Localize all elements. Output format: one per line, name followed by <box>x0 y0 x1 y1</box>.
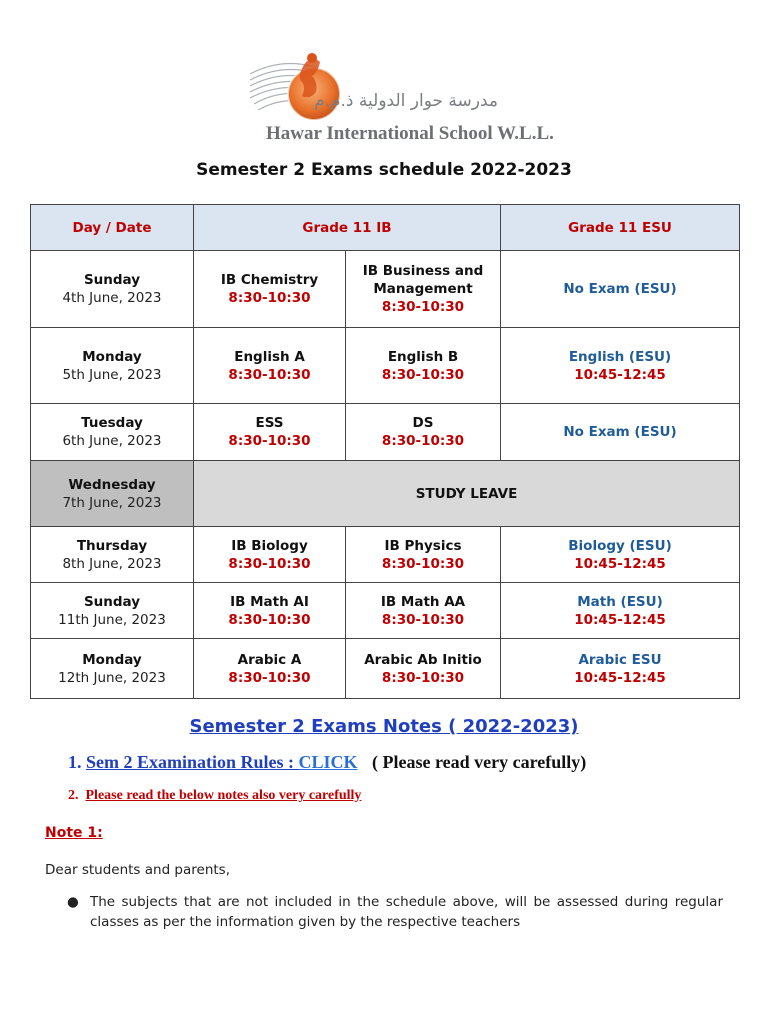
click-link[interactable]: CLICK <box>298 752 358 772</box>
exam-subject: ESS <box>255 415 284 431</box>
day-cell <box>31 461 194 527</box>
rule-1 <box>68 752 586 773</box>
exam-subject: Arabic Ab Initio <box>364 651 482 668</box>
exam-time: 8:30-10:30 <box>381 299 465 315</box>
table-row-study-leave <box>31 461 740 527</box>
date-label: 11th June, 2023 <box>58 611 166 628</box>
date-label: 7th June, 2023 <box>62 494 162 511</box>
esu-subject: No Exam (ESU) <box>563 424 677 440</box>
rule-2-number: 2. <box>68 788 79 803</box>
esu-exam-cell <box>501 639 740 699</box>
table-row <box>31 583 740 639</box>
esu-subject: English (ESU) <box>568 348 672 365</box>
exam-time: 8:30-10:30 <box>228 669 311 686</box>
day-label: Tuesday <box>81 415 143 431</box>
day-cell <box>31 639 194 699</box>
exam-subject: IB Biology <box>231 537 308 554</box>
ib-exam-cell <box>346 583 501 639</box>
esu-subject: Math (ESU) <box>577 593 663 610</box>
study-leave-cell: STUDY LEAVE <box>194 461 740 527</box>
day-label: Sunday <box>83 272 141 288</box>
exam-time: 8:30-10:30 <box>228 611 311 628</box>
exam-subject: IB Chemistry <box>220 272 319 288</box>
rule-2-text: Please read the below notes also very carefully <box>85 788 362 803</box>
esu-subject: Arabic ESU <box>578 651 662 668</box>
esu-exam-cell <box>501 583 740 639</box>
table-row <box>31 527 740 583</box>
ib-exam-cell <box>194 527 346 583</box>
ib-exam-cell <box>194 251 346 328</box>
esu-time: 10:45-12:45 <box>574 366 666 383</box>
esu-subject: No Exam (ESU) <box>563 281 677 297</box>
exam-time: 8:30-10:30 <box>228 555 311 572</box>
table-header-row <box>31 205 740 251</box>
exam-time: 8:30-10:30 <box>381 366 465 383</box>
greeting-text: Dear students and parents, <box>45 862 231 878</box>
exam-time: 8:30-10:30 <box>228 290 311 306</box>
esu-time: 10:45-12:45 <box>574 555 666 572</box>
exam-time: 8:30-10:30 <box>228 366 311 383</box>
day-label: Monday <box>82 651 142 668</box>
page-title: Semester 2 Exams schedule 2022-2023 <box>196 160 572 180</box>
day-cell <box>31 404 194 461</box>
bullet-text: The subjects that are not included in the schedule above, will be assessed during regular classes as per the information given by the respective teachers <box>90 894 723 930</box>
day-label: Sunday <box>83 593 141 610</box>
header-grade-11-ib: Grade 11 IB <box>194 205 501 251</box>
table-row <box>31 328 740 404</box>
date-label: 4th June, 2023 <box>62 290 162 306</box>
rule-1-note: ( Please read very carefully) <box>372 752 587 772</box>
exam-time: 8:30-10:30 <box>381 611 465 628</box>
notes-title: Semester 2 Exams Notes ( 2022-2023) <box>189 716 579 737</box>
exam-subject: IB Math AA <box>380 593 466 610</box>
rule-2 <box>68 788 361 804</box>
day-label: Monday <box>82 348 142 365</box>
ib-exam-cell <box>194 583 346 639</box>
list-item <box>67 892 723 932</box>
bullet-icon: ● <box>67 894 79 910</box>
esu-subject: Biology (ESU) <box>568 537 672 554</box>
exam-subject: English B <box>387 348 459 365</box>
logo-arabic-text: مدرسة حوار الدولية ذ.م.م <box>314 91 498 111</box>
header-day-date: Day / Date <box>31 205 194 251</box>
school-logo-graphic <box>248 44 554 146</box>
header-grade-11-esu: Grade 11 ESU <box>501 205 740 251</box>
esu-time: 10:45-12:45 <box>574 669 666 686</box>
exam-time: 8:30-10:30 <box>381 669 465 686</box>
school-logo <box>248 44 554 146</box>
day-cell <box>31 328 194 404</box>
exam-schedule-table <box>30 204 740 699</box>
day-cell <box>31 527 194 583</box>
esu-exam-cell <box>501 251 740 328</box>
day-label: Thursday <box>76 537 148 554</box>
ib-exam-cell <box>194 404 346 461</box>
table-row <box>31 404 740 461</box>
day-cell <box>31 583 194 639</box>
day-label: Wednesday <box>68 476 156 493</box>
exam-time: 8:30-10:30 <box>381 433 465 449</box>
exam-subject: DS <box>412 415 434 431</box>
day-cell <box>31 251 194 328</box>
ib-exam-cell <box>346 404 501 461</box>
rule-1-number: 1. <box>68 752 82 772</box>
exam-subject: IB Business and Management <box>362 263 484 297</box>
exam-time: 8:30-10:30 <box>381 555 465 572</box>
date-label: 5th June, 2023 <box>62 366 162 383</box>
exam-subject: IB Physics <box>384 537 462 554</box>
ib-exam-cell <box>346 639 501 699</box>
exam-time: 8:30-10:30 <box>228 433 311 449</box>
table-row <box>31 639 740 699</box>
esu-exam-cell <box>501 328 740 404</box>
note-1-label: Note 1: <box>45 825 103 841</box>
exam-subject: IB Math AI <box>230 593 309 610</box>
table-row <box>31 251 740 328</box>
exam-subject: English A <box>234 348 305 365</box>
ib-exam-cell <box>194 639 346 699</box>
logo-english-text: Hawar International School W.L.L. <box>266 123 554 144</box>
esu-time: 10:45-12:45 <box>574 611 666 628</box>
date-label: 8th June, 2023 <box>62 555 162 572</box>
ib-exam-cell <box>346 527 501 583</box>
esu-exam-cell <box>501 404 740 461</box>
date-label: 12th June, 2023 <box>58 669 166 686</box>
date-label: 6th June, 2023 <box>62 433 162 449</box>
exam-rules-link[interactable]: Sem 2 Examination Rules : <box>86 752 299 772</box>
ib-exam-cell <box>194 328 346 404</box>
exam-subject: Arabic A <box>237 651 302 668</box>
ib-exam-cell <box>346 328 501 404</box>
esu-exam-cell <box>501 527 740 583</box>
ib-exam-cell <box>346 251 501 328</box>
